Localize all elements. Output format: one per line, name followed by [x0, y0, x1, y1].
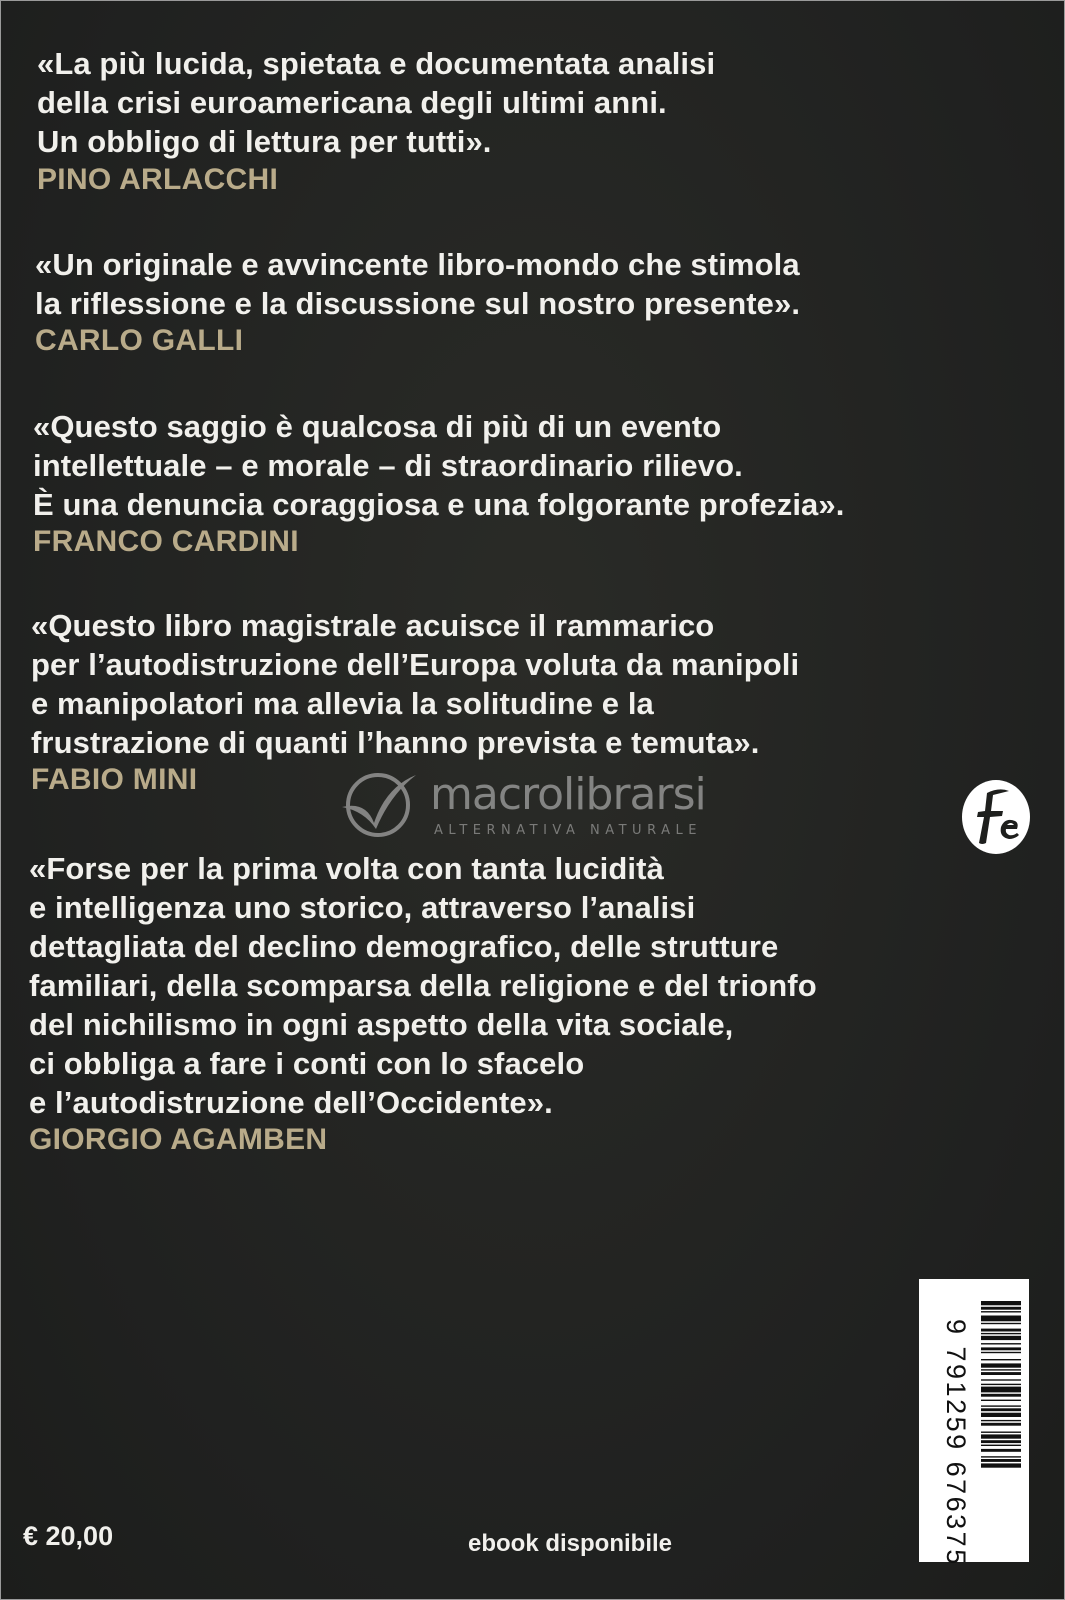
quote-line: frustrazione di quanti l’hanno prevista e temuta». [31, 725, 760, 760]
quote-line: È una denuncia coraggiosa e una folgorante profezia». [33, 487, 845, 522]
quote-line: familiari, della scomparsa della religione e del trionfo [29, 968, 817, 1003]
quote-line: «Un originale e avvincente libro-mondo che stimola [35, 247, 800, 282]
quote-line: del nichilismo in ogni aspetto della vita sociale, [29, 1007, 734, 1042]
barcode-icon [919, 1279, 1029, 1562]
watermark-name: macrolibrarsi [430, 769, 706, 820]
quote-author: FABIO MINI [31, 763, 198, 796]
quote-line: e intelligenza uno storico, attraverso l’analisi [29, 890, 696, 925]
fe-publisher-logo-icon [959, 777, 1033, 857]
quote-line: la riflessione e la discussione sul nostro presente». [35, 286, 801, 321]
macrolibrarsi-watermark [338, 765, 738, 845]
quote-line: intellettuale – e morale – di straordinario rilievo. [33, 448, 743, 483]
watermark-tagline: ALTERNATIVA NATURALE [434, 823, 702, 838]
quote-line: della crisi euroamericana degli ultimi anni. [37, 85, 667, 120]
quote-line: e l’autodistruzione dell’Occidente». [29, 1085, 553, 1120]
quote-line: e manipolatori ma allevia la solitudine e la [31, 686, 654, 721]
price-label: € 20,00 [23, 1521, 114, 1551]
quote-line: ci obbliga a fare i conti con lo sfacelo [29, 1046, 585, 1081]
quote-line: «Questo libro magistrale acuisce il rammarico [31, 608, 715, 643]
quote-line: Un obbligo di lettura per tutti». [37, 124, 492, 159]
quote-line: «Questo saggio è qualcosa di più di un evento [33, 409, 722, 444]
quote-author: FRANCO CARDINI [33, 525, 299, 558]
quote-author: GIORGIO AGAMBEN [29, 1123, 328, 1156]
quote-line: per l’autodistruzione dell’Europa voluta da manipoli [31, 647, 800, 682]
quote-author: CARLO GALLI [35, 324, 244, 357]
barcode-digits [941, 1319, 971, 1567]
barcode-area [919, 1279, 1029, 1562]
barcode-number: 9 791259 676375 [941, 1319, 971, 1567]
quote-line: «La più lucida, spietata e documentata analisi [37, 46, 716, 81]
quote-line: «Forse per la prima volta con tanta lucidità [29, 851, 664, 886]
quote-author: PINO ARLACCHI [37, 163, 279, 196]
macrolibrarsi-logo-icon [338, 765, 418, 845]
ebook-availability: ebook disponibile [468, 1530, 673, 1557]
quote-line: dettagliata del declino demografico, delle strutture [29, 929, 779, 964]
